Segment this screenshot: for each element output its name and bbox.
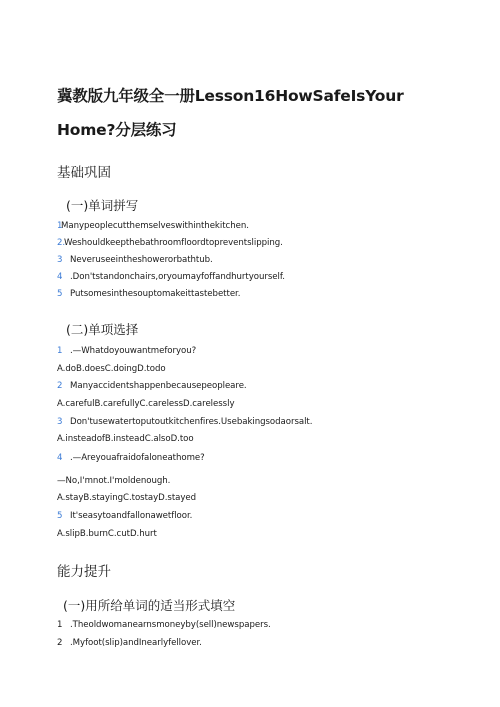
part1-item-2	[57, 238, 283, 248]
part2-q3	[57, 417, 312, 427]
item-number: 3	[57, 417, 63, 427]
item-text: Neveruseeintheshowerorbathtub.	[70, 255, 213, 265]
item-number: 2	[57, 638, 63, 648]
document-title-line-2: Home?分层练习	[57, 121, 177, 139]
document-title-line-1: 冀教版九年级全一册Lesson16HowSafeIsYour	[57, 87, 404, 105]
part1-item-1	[57, 221, 249, 231]
part1-item-3	[57, 255, 213, 265]
section-heading-basic: 基础巩固	[57, 165, 111, 181]
item-text: .Theoldwomanearnsmoneyby(sell)newspapers.	[70, 620, 271, 630]
part2-q2	[57, 381, 247, 391]
item-text: Manyaccidentshappenbecausepeopleare.	[70, 381, 247, 391]
item-number: 5	[57, 511, 63, 521]
part3-item-2	[57, 638, 202, 648]
item-number: 2.	[57, 238, 66, 248]
item-text: It'seasytoandfallonawetfloor.	[70, 511, 193, 521]
item-number: 3	[57, 255, 63, 265]
item-text: .—Areyouafraidofaloneathome?	[70, 453, 205, 463]
item-text: .Don'tstandonchairs,oryoumayfoffandhurtyourself.	[70, 272, 285, 282]
part2-q1-options: A.doB.doesC.doingD.todo	[57, 364, 166, 374]
part2-q4-options: A.stayB.stayingC.tostayD.stayed	[57, 493, 197, 503]
part1-item-4	[57, 272, 285, 282]
part1-heading: (一)单词拼写	[66, 198, 139, 213]
part2-q3-options: A.insteadofB.insteadC.alsoD.too	[57, 434, 194, 444]
item-number: 4	[57, 453, 63, 463]
item-text: .—Whatdoyouwantmeforyou?	[70, 346, 197, 356]
part1-item-5	[57, 289, 240, 299]
part2-q5	[57, 511, 192, 521]
item-text: Putsomesinthesouptomakeittastebetter.	[70, 289, 241, 299]
item-number: 2	[57, 381, 63, 391]
part3-heading: (一)用所给单词的适当形式填空	[63, 598, 236, 613]
part3-item-1	[57, 620, 271, 630]
part2-q2-options: A.carefulB.carefullyC.carelessD.carelessly	[57, 399, 235, 409]
item-number: 1	[57, 346, 63, 356]
item-text: Weshouldkeepthebathroomfloordtopreventslipping.	[64, 238, 283, 248]
item-number: 1	[57, 620, 63, 630]
part2-heading: (二)单项选择	[66, 322, 139, 337]
item-number: 1	[57, 221, 63, 231]
item-text: Don'tusewatertoputoutkitchenfires.Usebakingsodaorsalt.	[70, 417, 313, 427]
item-text: .Myfoot(slip)andInearlyfellover.	[70, 638, 202, 648]
part2-q5-options: A.slipB.burnC.cutD.hurt	[57, 529, 157, 539]
part2-q1	[57, 346, 196, 356]
section-heading-advanced: 能力提升	[57, 564, 111, 580]
item-number: 5	[57, 289, 63, 299]
item-text: Manypeoplecutthemselveswithinthekitchen.	[61, 221, 249, 231]
item-number: 4	[57, 272, 63, 282]
part2-q4	[57, 453, 205, 463]
part2-q4-reply: —No,I'mnot.I'moldenough.	[57, 476, 171, 486]
